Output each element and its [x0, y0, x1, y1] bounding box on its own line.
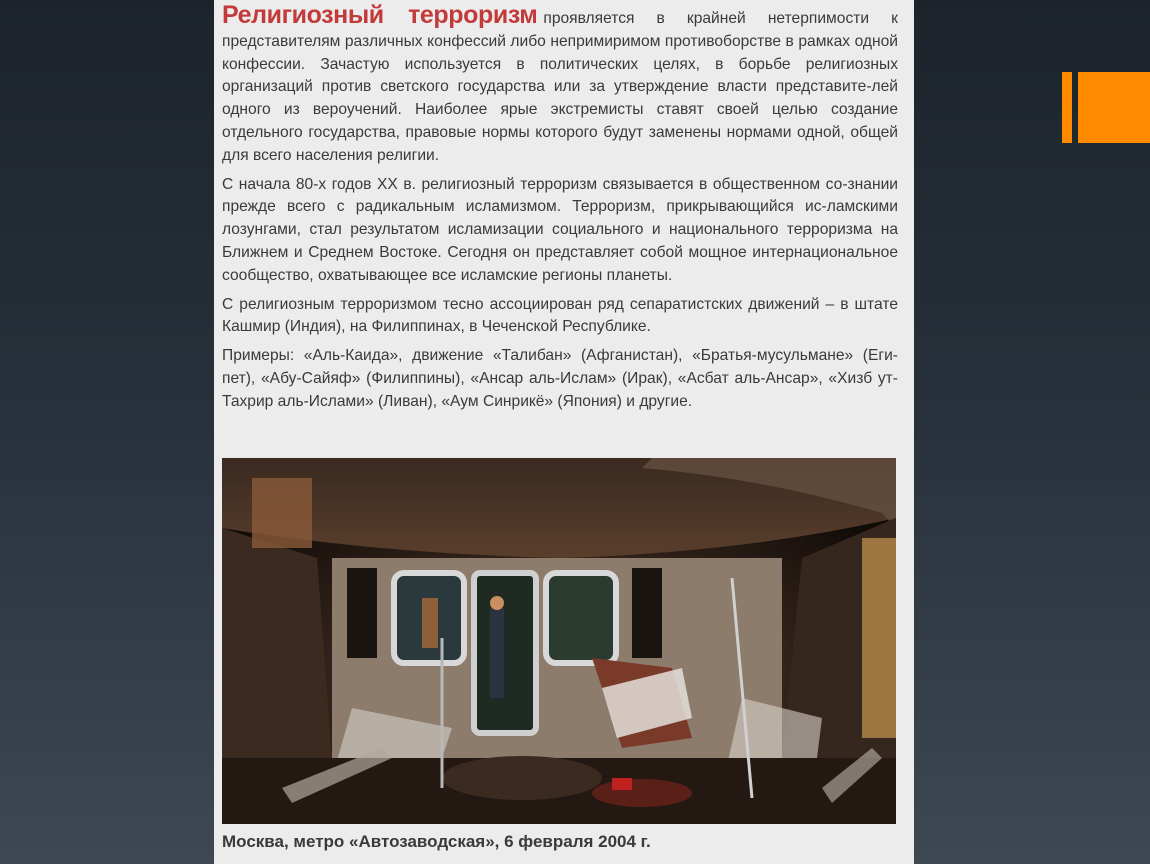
- document-page: [214, 0, 914, 864]
- paragraph-history: С начала 80-х годов XX в. религиозный терроризм связывается в общественном со-знании прежде всего с радикальным исламизмом. Терроризм, прикрывающийся ис-ламскими лозунгами, стал результатом исламизации социального и национального терроризма на Ближнем и Среднем Востоке. Сегодня он представляет собой мощное интернациональное сообщество, охватывающее все исламские регионы планеты.: [222, 175, 898, 284]
- page-title: Религиозный терроризм: [222, 1, 538, 29]
- document-text: [222, 1, 898, 420]
- photo-caption: Москва, метро «Автозаводская», 6 февраля 2004 г.: [222, 832, 651, 851]
- paragraph-intro-text: проявляется в крайней нетерпимости к представителям различных конфессий либо непримиримом противоборстве в рамках одной конфессии. Зачастую используется в политических целях, в борьбе религиозных организаций против светского государства или за утверждение власти представите-лей одного из вероучений. Наиболее ярые экстремисты ставят своей целью создание отдельного государства, правовые нормы которого будут заменены нормами одной, общей для всего населения религии.: [222, 10, 898, 164]
- paragraph-examples: Примеры: «Аль-Каида», движение «Талибан» (Афганистан), «Братья-мусульмане» (Еги-пет), «Абу-Сайяф» (Филиппины), «Ансар аль-Ислам» (Ирак), «Асбат аль-Ансар», «Хизб ут-Тахрир аль-Ислами» (Ливан), «Аум Синрикё» (Япония) и другие.: [222, 347, 898, 410]
- paragraph-intro: [222, 1, 898, 168]
- accent-bar: [1062, 72, 1072, 143]
- paragraph-separatism: С религиозным терроризмом тесно ассоциирован ряд сепаратистских движений – в штате Кашмир (Индия), на Филиппинах, в Чеченской Республике.: [222, 295, 898, 336]
- metro-wreckage-photo: [222, 458, 896, 824]
- accent-block: [1078, 72, 1150, 143]
